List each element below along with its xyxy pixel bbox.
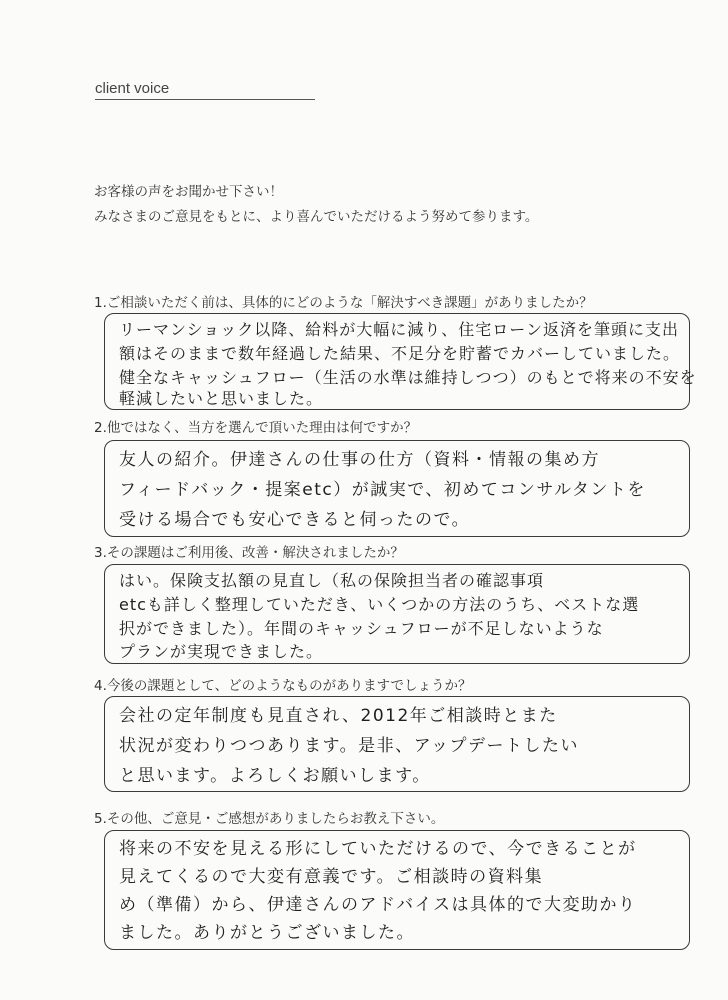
intro-line: お客様の声をお聞かせ下さい！ — [94, 184, 283, 200]
question-4-answer-box — [104, 696, 690, 792]
intro-line: みなさまのご意見をもとに、より喜んでいただけるよう努めて参ります。 — [94, 209, 539, 225]
answer-line: と思います。よろしくお願いします。 — [119, 766, 431, 786]
answer-line: 受ける場合でも安心できると伺ったので。 — [119, 510, 471, 530]
answer-line: 択ができました）。年間のキャッシュフローが不足しないような — [119, 619, 604, 638]
answer-line: etcも詳しく整理していただき、いくつかの方法のうち、ベストな選 — [119, 595, 640, 614]
question-3-label: 3.その課題はご利用後、改善・解決されましたか？ — [94, 545, 404, 561]
question-1-label: 1.ご相談いただく前は、具体的にどのような「解決すべき課題」がありましたか？ — [94, 295, 593, 311]
answer-line: 軽減したいと思いました。 — [119, 389, 324, 408]
question-4-label: 4.今後の課題として、どのようなものがありますでしょうか？ — [94, 678, 472, 694]
question-2-answer-box — [104, 440, 690, 537]
answer-line: プランが実現できました。 — [119, 642, 324, 661]
question-5-answer-box — [104, 830, 690, 950]
client-voice-heading: client voice — [95, 80, 315, 100]
answer-line: はい。保険支払額の見直し（私の保険担当者の確認事項 — [119, 571, 545, 590]
question-3-answer-box — [104, 564, 690, 664]
answer-line: 健全なキャッシュフロー（生活の水準は維持しつつ）のもとで将来の不安を — [119, 368, 697, 387]
answer-line: 友人の紹介。伊達さんの仕事の仕方（資料・情報の集め方 — [119, 450, 600, 470]
answer-line: リーマンショック以降、給料が大幅に減り、住宅ローン返済を筆頭に支出 — [119, 320, 679, 339]
answer-line: 状況が変わりつつあります。是非、アップデートしたい — [119, 736, 579, 756]
question-1-answer-box — [104, 313, 697, 410]
intro-text — [94, 180, 694, 230]
question-2-label: 2.他ではなく、当方を選んで頂いた理由は何ですか？ — [94, 420, 418, 436]
answer-line: 見えてくるので大変有意義です。ご相談時の資料集 — [119, 867, 544, 887]
answer-line: 将来の不安を見える形にしていただけるので、今できることが — [119, 839, 637, 859]
answer-line: 会社の定年制度も見直され、2012年ご相談時とまた — [119, 706, 558, 726]
answer-line: ました。ありがとうございました。 — [119, 923, 415, 943]
answer-line: め（準備）から、伊達さんのアドバイスは具体的で大変助かり — [119, 895, 637, 915]
answer-line: フィードバック・提案etc）が誠実で、初めてコンサルタントを — [119, 480, 646, 500]
answer-line: 額はそのままで数年経過した結果、不足分を貯蓄でカバーしていました。 — [119, 344, 681, 363]
question-5-label: 5.その他、ご意見・ご感想がありましたらお教え下さい。 — [94, 811, 445, 827]
